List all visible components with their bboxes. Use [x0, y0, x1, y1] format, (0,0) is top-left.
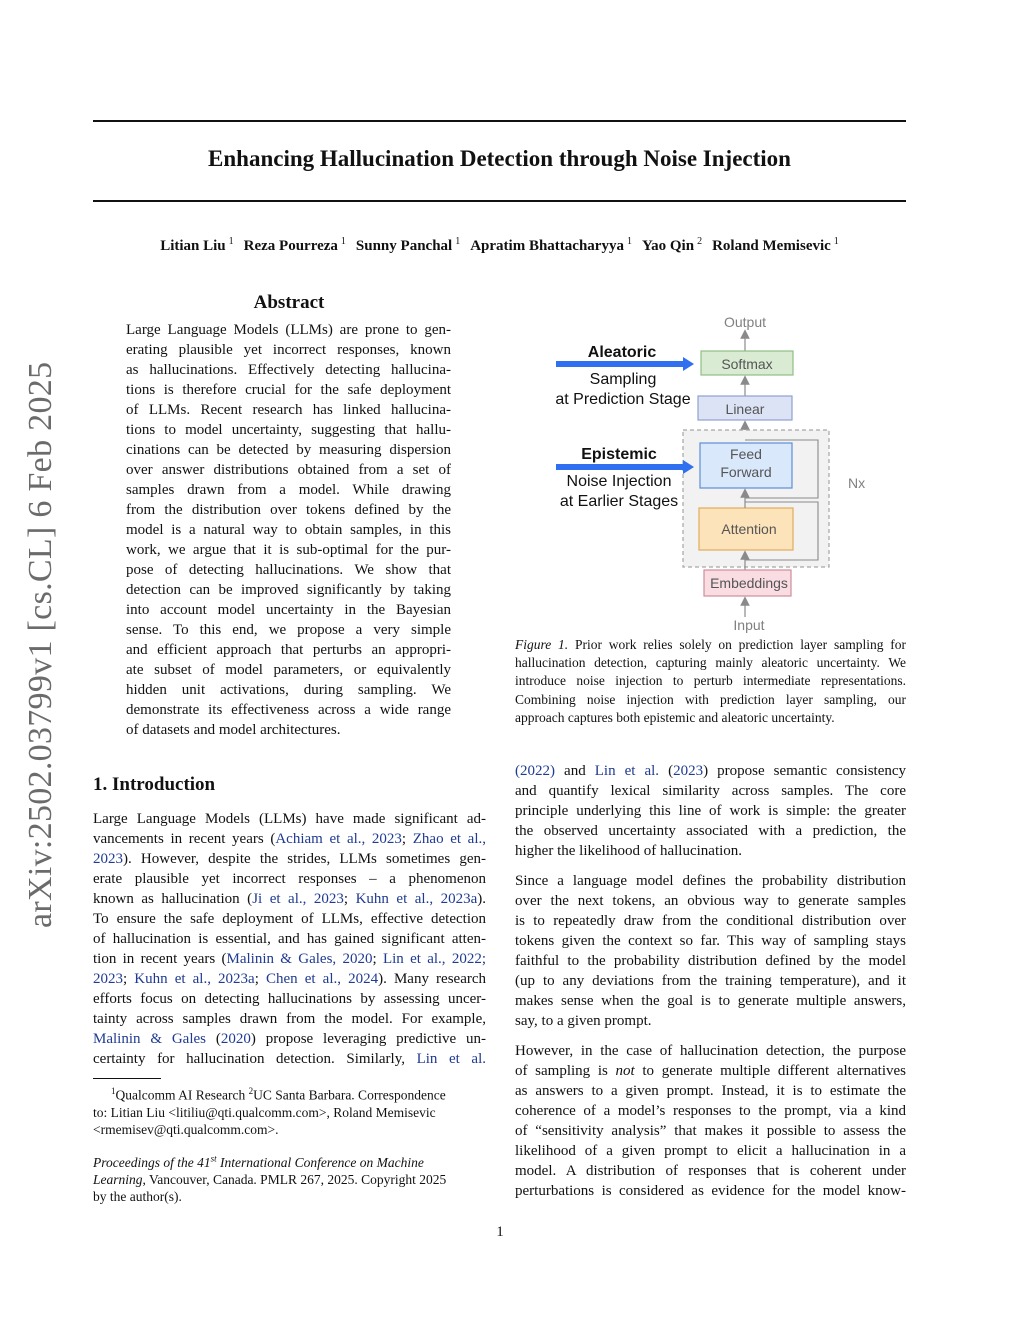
proceedings-note [93, 1150, 486, 1205]
text-line: Large Language Models (LLMs) are prone to gen- [126, 322, 451, 338]
text-line: likelihood of a given prompt to elicit a hallucination in a [515, 1143, 906, 1159]
affiliation-marker: 2 [697, 236, 703, 247]
text-line: erating plausible yet incorrect responses, known [126, 342, 451, 358]
text-line: Combining noise injection with prediction layer sampling, our [515, 691, 906, 707]
citation-link[interactable]: Kuhn et al., 2023a [355, 891, 478, 907]
text-line: erate plausible yet incorrect responses – a phenomenon [93, 871, 486, 887]
text-line: coherence of a model’s responses to the prompt, via a kind [515, 1103, 906, 1119]
prediction-stage-label: at Prediction Stage [555, 391, 691, 408]
aleatoric-arrow-shaft [556, 361, 684, 367]
top-rule [93, 120, 906, 122]
affiliation-marker: 1 [833, 236, 839, 247]
text-line: into account model uncertainty in the Bayesian [126, 602, 451, 618]
text-line: demonstrate its effectiveness across a wide range [126, 702, 451, 718]
text-line: Figure 1. Prior work relies solely on prediction layer sampling for [515, 637, 906, 652]
text-line: known as hallucination (Ji et al., 2023; Kuhn et al., 2023a). [93, 891, 487, 907]
text-line: approach captures both epistemic and aleatoric uncertainty. [515, 709, 835, 725]
affiliation-footnote [93, 1083, 486, 1138]
citation-link[interactable]: Kuhn et al., 2023a [134, 971, 255, 987]
citation-link[interactable]: 2023 [93, 851, 123, 867]
nx-label: Nx [848, 475, 866, 491]
citation-link[interactable]: Lin et al., 2022; [382, 951, 487, 967]
affiliation-marker: 1 [626, 236, 632, 247]
text-line: ate subset of model parameters, or equivalently [126, 662, 451, 678]
text-line: as hallucinations. Effectively detecting hallucina- [126, 362, 451, 378]
footnote-line: to: Litian Liu <litiliu@qti.qualcomm.com>, Roland Memisevic [93, 1104, 436, 1120]
citation-link[interactable]: Lin et al. [416, 1051, 486, 1067]
affiliation-marker: 1 [340, 236, 346, 247]
text-line: model is a natural way to obtain samples, in this [126, 522, 451, 538]
author-name: Litian Liu $^1$ [160, 236, 234, 254]
text-line: However, in the case of hallucination detection, the purpose [515, 1043, 906, 1059]
text-line: vancements in recent years (Achiam et al., 2023; Zhao et al., [93, 831, 487, 847]
section-heading-introduction: 1. Introduction [93, 774, 216, 795]
text-line: model. A distribution of responses that is coherent under [515, 1163, 906, 1179]
text-line: To ensure the safe deployment of LLMs, effective detection [93, 911, 486, 927]
text-line: detection can be improved significantly by taking [126, 582, 451, 598]
caption-label: Figure 1. [515, 637, 569, 652]
title-bottom-rule [93, 200, 906, 202]
text-line: tainty across samples drawn from the model. For example, [93, 1011, 486, 1027]
abstract-heading: Abstract [253, 292, 325, 313]
text-line: Malinin & Gales (2020) propose leveraging predictive un- [93, 1031, 486, 1047]
text-line: from the distribution over tokens defined by the [126, 502, 451, 518]
footnote-line: by the author(s). [93, 1188, 182, 1204]
text-line: sense. To this end, we propose a very simple [126, 622, 451, 638]
text-line: of “sensitivity analysis” that makes it possible to assess the [515, 1123, 906, 1139]
citation-link[interactable]: Ji et al., 2023 [252, 891, 344, 907]
citation-link[interactable]: Malinin & Gales [93, 1031, 207, 1047]
footnote-line: <rmemisev@qti.qualcomm.com>. [93, 1121, 279, 1137]
citation-link[interactable]: Chen et al., 2024 [266, 971, 379, 987]
text-line: tion in recent years (Malinin & Gales, 2020; Lin et al., 2022; [93, 951, 487, 967]
text-line: tions is therefore crucial for the safe deployment [126, 382, 451, 398]
text-line: 2023). However, despite the strides, LLMs sometimes gen- [93, 851, 486, 867]
author-name: Roland Memisevic $^1$ [712, 236, 839, 254]
text-line: is to repeatedly draw from the conditional distribution over [515, 913, 906, 929]
noise-injection-label: Noise Injection [566, 473, 672, 490]
text-line: certainty for hallucination detection. Similarly, Lin et al. [93, 1051, 486, 1067]
page-number: 1 [496, 1224, 504, 1240]
citation-link[interactable]: 2023 [93, 971, 123, 987]
text-line: and efficient approach that perturbs an appropri- [126, 642, 451, 658]
footnote-line: Proceedings of the 41st International Conference on Machine [93, 1153, 424, 1170]
citation-link[interactable]: Zhao et al., [412, 831, 487, 847]
text-line: perturbations is considered as evidence for the model know- [515, 1183, 906, 1199]
text-line: Since a language model defines the probability distribution [515, 873, 906, 889]
text-line: work, we argue that it is sub-optimal for the pur- [126, 542, 451, 558]
text-line: samples drawn from a model. While drawing [126, 482, 451, 498]
text-line: pose of detecting hallucinations. We show that [126, 562, 451, 578]
text-line: Large Language Models (LLMs) have made significant ad- [93, 811, 486, 827]
text-line: of LLMs. Recent research has linked hallucina- [126, 402, 451, 418]
text-line: efforts focus on detecting hallucinations by assessing uncer- [93, 991, 486, 1007]
text-line: hallucination detection, capturing mainly aleatoric uncertainty. We [515, 655, 906, 671]
text-line: tions to model uncertainty, suggesting that hallu- [126, 422, 451, 438]
text-line: (up to any deviations from the training temperature), and it [515, 973, 906, 989]
text-line: of datasets and model architectures. [126, 722, 341, 738]
citation-link[interactable]: Malinin & Gales, 2020 [226, 951, 373, 967]
figure-1-caption [515, 636, 906, 727]
author-name: Apratim Bhattacharyya $^1$ [470, 236, 632, 254]
author-name: Reza Pourreza $^1$ [243, 236, 346, 254]
aleatoric-arrow-head [683, 357, 694, 371]
footnote-line: Learning, Vancouver, Canada. PMLR 267, 2025. Copyright 2025 [93, 1171, 447, 1187]
text-line: (2022) and Lin et al. (2023) propose semantic consistency [515, 763, 907, 779]
affiliation-marker: 1 [228, 236, 234, 247]
text-line: cinations can be detected by measuring dispersion [126, 442, 451, 458]
embeddings-label: Embeddings [710, 575, 788, 591]
text-line: and quantify lexical similarity across samples. The core [515, 783, 906, 799]
attention-label: Attention [721, 521, 777, 537]
right-paragraph-1 [515, 761, 906, 861]
epistemic-arrow-shaft [556, 464, 684, 470]
right-paragraph-2 [515, 871, 906, 1031]
earlier-stages-label: at Earlier Stages [559, 493, 679, 510]
text-line: the observed uncertainty associated with a prediction, the [515, 823, 906, 839]
author-name: Yao Qin $^2$ [641, 236, 703, 254]
abstract-body [126, 320, 451, 740]
softmax-label: Softmax [721, 356, 773, 372]
feed-forward-label-line1: Feed [730, 446, 762, 462]
text-line: tokens given the context so far. This way of sampling stays [515, 933, 906, 949]
text-line: principle underlying this line of work is simple: the greater [515, 803, 906, 819]
figure-1-diagram [548, 308, 878, 636]
affiliation-marker: 1 [455, 236, 461, 247]
text-line: over answer distributions obtained from a set of [126, 462, 451, 478]
epistemic-label: Epistemic [581, 446, 657, 463]
citation-link[interactable]: 2020 [220, 1031, 251, 1047]
text-line: say, to a given prompt. [515, 1013, 652, 1029]
arxiv-stamp: arXiv:2502.03799v1 [cs.CL] 6 Feb 2025 [22, 361, 59, 928]
paper-title: Enhancing Hallucination Detection through Noise Injection [208, 146, 791, 171]
sampling-label: Sampling [589, 371, 657, 388]
text-line: of hallucination is essential, and has gained significant atten- [93, 931, 486, 947]
feed-forward-label-line2: Forward [720, 464, 772, 480]
text-line: of sampling is not to generate multiple different alternatives [515, 1063, 906, 1079]
citation-link[interactable]: 2023 [673, 763, 704, 779]
author-list [93, 236, 906, 255]
linear-label: Linear [725, 401, 765, 417]
output-label: Output [723, 314, 767, 330]
text-line: higher the likelihood of hallucination. [515, 843, 743, 859]
text-line: makes sense when the goal is to generate multiple answers, [515, 993, 906, 1009]
text-line: over the next tokens, an obvious way to generate samples [515, 893, 906, 909]
text-line: introduce noise injection to perturb intermediate representations. [515, 673, 906, 689]
citation-link[interactable]: (2022) [515, 763, 555, 779]
footnote-line: $^1$Qualcomm AI Research $^2$UC Santa Barbara. Correspondence [111, 1086, 446, 1103]
text-line: 2023; Kuhn et al., 2023a; Chen et al., 2024). Many research [93, 971, 487, 987]
citation-link[interactable]: Achiam et al., 2023 [275, 831, 402, 847]
aleatoric-label: Aleatoric [587, 344, 657, 361]
text-line: as answers to a given prompt. Instead, it is to estimate the [515, 1083, 906, 1099]
text-line: hidden unit activations, during sampling. We [126, 682, 451, 698]
right-paragraph-3 [515, 1041, 906, 1201]
citation-link[interactable]: Lin et al. [594, 763, 660, 779]
introduction-paragraph [93, 809, 486, 1069]
input-label: Input [733, 617, 765, 633]
text-line: faithful to the probability distribution defined by the model [515, 953, 906, 969]
footnote-rule [93, 1078, 161, 1079]
author-name: Sunny Panchal $^1$ [355, 236, 461, 254]
